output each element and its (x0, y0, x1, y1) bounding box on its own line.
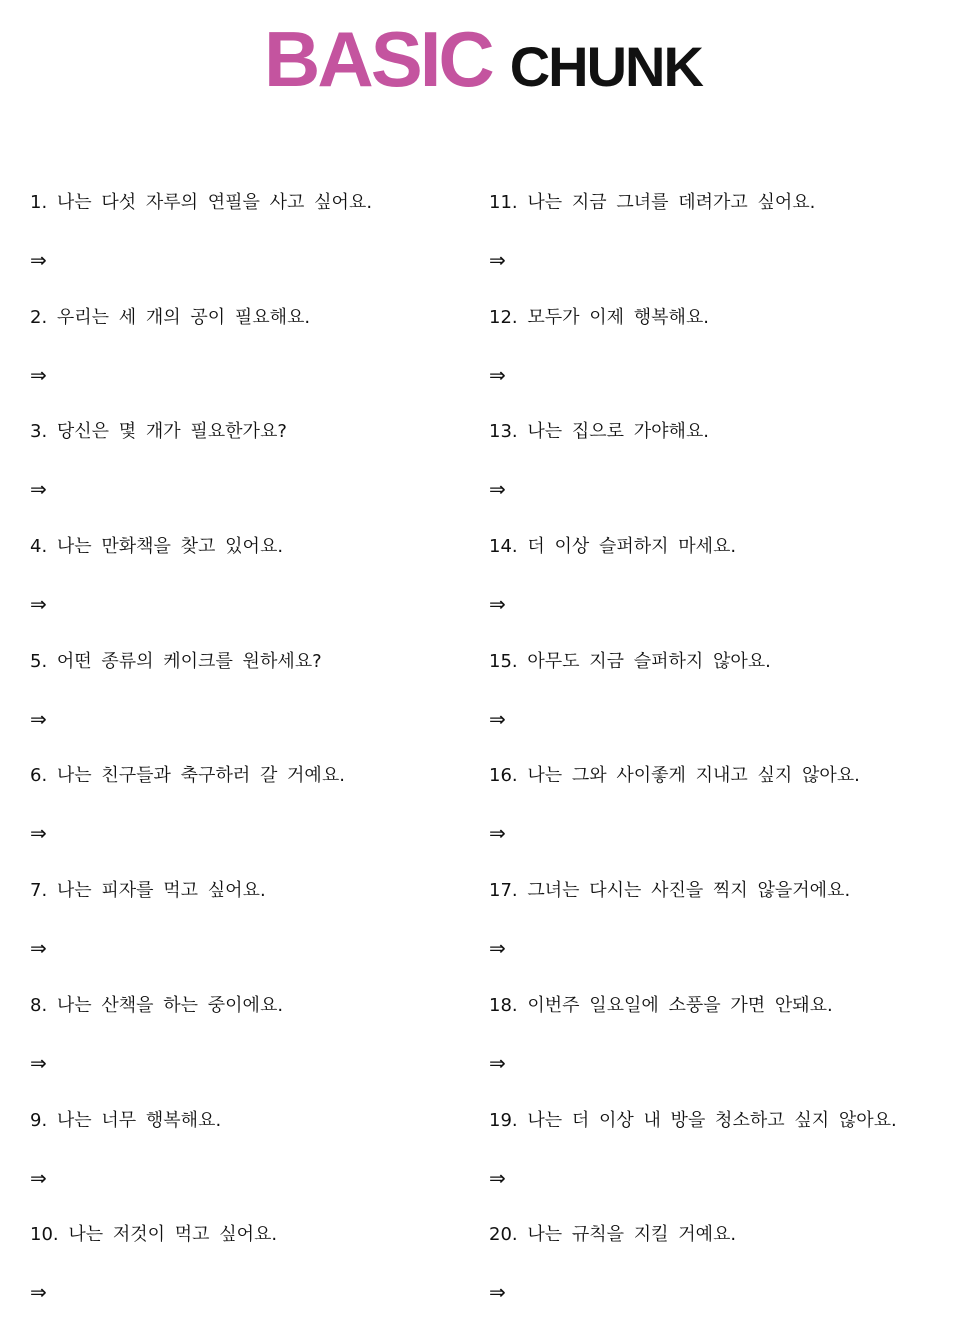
page-title (0, 14, 966, 105)
question-text: 1. 나는 다섯 자루의 연필을 사고 싶어요. (30, 192, 373, 213)
list-item (489, 300, 949, 415)
question-text: 10. 나는 저것이 먹고 싶어요. (30, 1224, 278, 1246)
list-item (489, 873, 949, 988)
question-text: 5. 어떤 종류의 케이크를 원하세요? (30, 650, 322, 672)
answer-arrow: ⇒ (489, 1165, 506, 1190)
answer-arrow: ⇒ (489, 706, 506, 731)
list-item (489, 414, 949, 529)
title-basic: BASIC (264, 15, 492, 103)
question-text: 20. 나는 규칙을 지킬 거예요. (489, 1224, 737, 1246)
left-column (30, 185, 490, 1332)
question-text: 14. 더 이상 슬퍼하지 마세요. (489, 536, 737, 558)
question-text: 11. 나는 지금 그녀를 데려가고 싶어요. (489, 192, 816, 213)
list-item (30, 873, 490, 988)
answer-arrow: ⇒ (30, 362, 47, 387)
question-text: 15. 아무도 지금 슬퍼하지 않아요. (489, 650, 771, 672)
answer-arrow: ⇒ (489, 936, 506, 961)
answer-arrow: ⇒ (30, 592, 47, 617)
answer-arrow: ⇒ (489, 592, 506, 617)
list-item (489, 758, 949, 873)
answer-arrow: ⇒ (30, 1165, 47, 1190)
answer-arrow: ⇒ (30, 821, 47, 846)
list-item (489, 988, 949, 1103)
answer-arrow: ⇒ (30, 1050, 47, 1075)
answer-arrow: ⇒ (30, 706, 47, 731)
question-text: 4. 나는 만화책을 찾고 있어요. (30, 536, 284, 558)
list-item (30, 644, 490, 759)
question-text: 6. 나는 친구들과 축구하러 갈 거예요. (30, 765, 345, 787)
answer-arrow: ⇒ (489, 248, 506, 272)
list-item (30, 988, 490, 1103)
question-text: 17. 그녀는 다시는 사진을 찍지 않을거에요. (489, 880, 851, 902)
list-item (30, 300, 490, 415)
answer-arrow: ⇒ (489, 1050, 506, 1075)
answer-arrow: ⇒ (30, 1280, 47, 1305)
answer-arrow: ⇒ (30, 248, 47, 272)
question-text: 3. 당신은 몇 개가 필요한가요? (30, 421, 287, 443)
list-item (30, 185, 490, 300)
question-text: 19. 나는 더 이상 내 방을 청소하고 싶지 않아요. (489, 1109, 897, 1131)
answer-arrow: ⇒ (30, 477, 47, 502)
question-text: 18. 이번주 일요일에 소풍을 가면 안돼요. (489, 994, 833, 1016)
question-text: 8. 나는 산책을 하는 중이에요. (30, 994, 284, 1016)
question-text: 16. 나는 그와 사이좋게 지내고 싶지 않아요. (489, 765, 860, 787)
question-text: 2. 우리는 세 개의 공이 필요해요. (30, 306, 311, 328)
question-text: 13. 나는 집으로 가야해요. (489, 421, 710, 443)
list-item (30, 529, 490, 644)
answer-arrow: ⇒ (489, 1280, 506, 1305)
list-item (489, 1217, 949, 1332)
list-item (30, 414, 490, 529)
right-column (489, 185, 949, 1332)
list-item (489, 529, 949, 644)
answer-arrow: ⇒ (30, 936, 47, 961)
question-text: 7. 나는 피자를 먹고 싶어요. (30, 880, 266, 902)
answer-arrow: ⇒ (489, 821, 506, 846)
list-item (489, 1103, 949, 1218)
title-chunk: CHUNK (509, 35, 702, 98)
list-item (30, 1103, 490, 1218)
question-text: 12. 모두가 이제 행복해요. (489, 306, 710, 328)
list-item (489, 185, 949, 300)
list-item (30, 1217, 490, 1332)
question-text: 9. 나는 너무 행복해요. (30, 1109, 222, 1131)
answer-arrow: ⇒ (489, 477, 506, 502)
list-item (489, 644, 949, 759)
list-item (30, 758, 490, 873)
answer-arrow: ⇒ (489, 362, 506, 387)
